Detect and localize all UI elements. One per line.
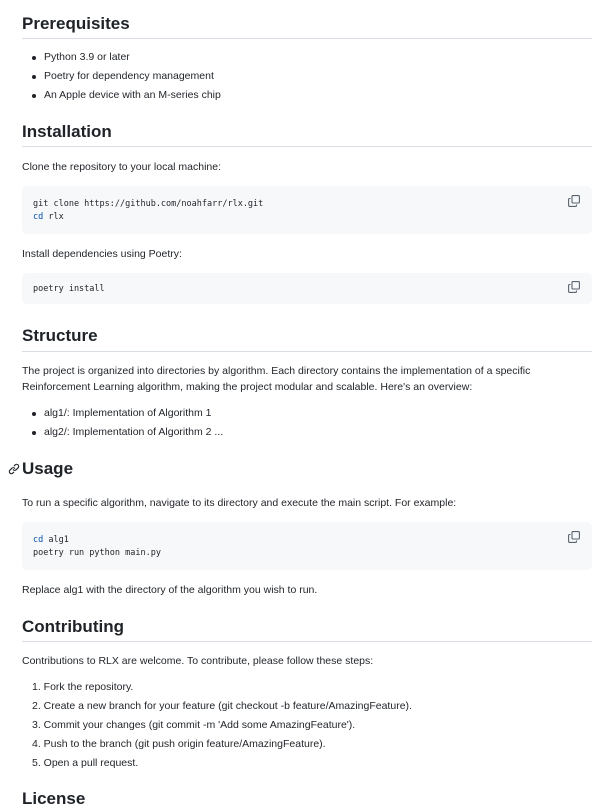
code-block-clone [22, 186, 592, 234]
heading-contributing: Contributing [22, 617, 124, 636]
code-block-usage [22, 522, 592, 570]
code-line [33, 211, 581, 224]
copy-icon[interactable] [568, 281, 580, 293]
text-line: The project is organized into directories by algorithm. Each directory contains the implementation of a specific [22, 365, 531, 377]
contributing-text: Contributions to RLX are welcome. To contribute, please follow these steps: [22, 655, 374, 667]
heading-prerequisites: Prerequisites [22, 14, 130, 33]
divider [22, 641, 592, 642]
code-line: git clone https://github.com/noahfarr/rlx.git [33, 199, 264, 209]
structure-paragraph [22, 363, 592, 395]
list-item: 5. Open a pull request. [32, 757, 139, 769]
contributing-steps [22, 678, 412, 773]
copy-icon[interactable] [568, 195, 580, 207]
usage-replace-text: Replace alg1 with the directory of the algorithm you wish to run. [22, 584, 318, 596]
list-item: Poetry for dependency management [22, 67, 221, 86]
list-item: alg1/: Implementation of Algorithm 1 [22, 404, 223, 423]
structure-list [22, 404, 223, 442]
divider [22, 146, 592, 147]
code-keyword: cd [33, 212, 44, 222]
install-text: Clone the repository to your local machine: [22, 161, 222, 173]
heading-structure: Structure [22, 326, 98, 345]
usage-text: To run a specific algorithm, navigate to its directory and execute the main script. For example: [22, 497, 457, 509]
divider [22, 351, 592, 352]
divider [22, 38, 592, 39]
list-item: 3. Commit your changes (git commit -m 'Add some AmazingFeature'). [32, 719, 356, 731]
text-line: Reinforcement Learning algorithm, making the project modular and scalable. Here's an overview: [22, 381, 473, 393]
link-icon[interactable] [8, 463, 20, 475]
code-keyword: cd [33, 535, 44, 545]
list-item: 1. Fork the repository. [32, 681, 134, 693]
list-item: Python 3.9 or later [22, 48, 221, 67]
code-text: rlx [43, 212, 64, 222]
heading-usage: Usage [22, 459, 74, 478]
prerequisites-list [22, 48, 221, 105]
code-line [33, 534, 581, 547]
list-item: 2. Create a new branch for your feature (git checkout -b feature/AmazingFeature). [32, 700, 412, 712]
code-line: poetry install [33, 284, 105, 294]
list-item: An Apple device with an M-series chip [22, 86, 221, 105]
heading-license: License [22, 789, 86, 808]
heading-installation: Installation [22, 122, 112, 141]
copy-icon[interactable] [568, 531, 580, 543]
list-item: 4. Push to the branch (git push origin feature/AmazingFeature). [32, 738, 326, 750]
code-text: alg1 [43, 535, 69, 545]
install-deps-text: Install dependencies using Poetry: [22, 248, 182, 260]
list-item: alg2/: Implementation of Algorithm 2 ... [22, 423, 223, 442]
code-block-install [22, 273, 592, 304]
code-line: poetry run python main.py [33, 548, 161, 558]
